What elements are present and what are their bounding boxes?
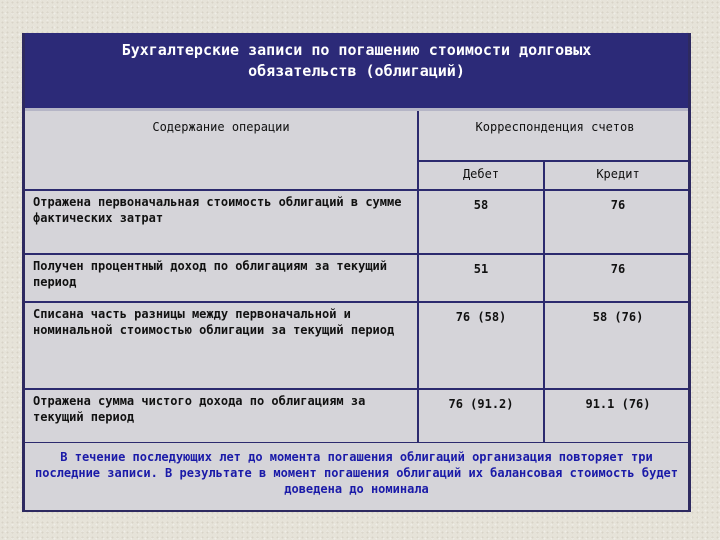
row-debit: 58 xyxy=(418,190,544,254)
header-correspondence: Корреспонденция счетов xyxy=(418,111,691,161)
row-debit: 51 xyxy=(418,254,544,302)
row-credit: 91.1 (76) xyxy=(544,389,691,443)
slide xyxy=(22,33,691,512)
row-operation: Отражена первоначальная стоимость облигаций в сумме фактических затрат xyxy=(25,190,418,254)
table-row xyxy=(25,302,691,389)
row-credit: 76 xyxy=(544,254,691,302)
row-debit: 76 (58) xyxy=(418,302,544,389)
row-operation: Получен процентный доход по облигациям за текущий период xyxy=(25,254,418,302)
entries-table xyxy=(25,111,691,444)
table-row xyxy=(25,190,691,254)
header-credit: Кредит xyxy=(544,161,691,190)
table-row xyxy=(25,254,691,302)
slide-title: Бухгалтерские записи по погашению стоимости долговых обязательств (облигаций) xyxy=(25,33,688,111)
row-operation: Отражена сумма чистого дохода по облигациям за текущий период xyxy=(25,389,418,443)
header-operation: Содержание операции xyxy=(25,111,418,190)
row-operation: Списана часть разницы между первоначальной и номинальной стоимостью облигации за текущий период xyxy=(25,302,418,389)
summary-note: В течение последующих лет до момента погашения облигаций организация повторяет три последние записи. В результате в момент погашения облигаций их балансовая стоимость будет доведена до номинала xyxy=(25,443,688,510)
header-debit: Дебет xyxy=(418,161,544,190)
row-credit: 58 (76) xyxy=(544,302,691,389)
row-debit: 76 (91.2) xyxy=(418,389,544,443)
table-row xyxy=(25,389,691,443)
row-credit: 76 xyxy=(544,190,691,254)
